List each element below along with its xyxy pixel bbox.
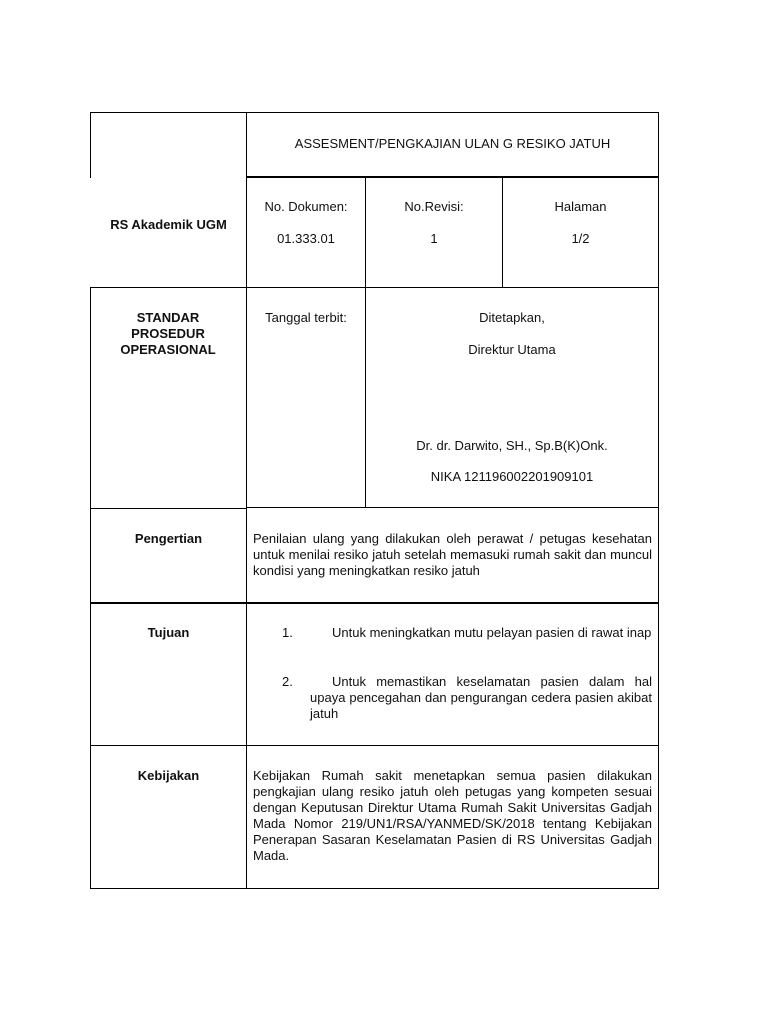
table-border-sop-bottom-left [90,508,247,509]
list-item [282,674,652,724]
table-border-sop-bottom [246,507,659,508]
table-border-left [90,287,91,889]
section-label-tujuan: Tujuan [147,625,190,640]
page-label: Halaman [554,199,607,214]
table-border-tujuan-bottom [90,745,659,746]
signer-name: Dr. dr. Darwito, SH., Sp.B(K)Onk. [416,438,608,453]
table-border-label-divider [246,112,247,889]
list-item-text-content: Untuk meningkatkan mutu pelayan pasien di rawat inap [332,625,652,640]
section-label-pengertian: Pengertian [134,531,203,546]
table-border-header-bottom [90,287,659,288]
revision-label: No.Revisi: [404,199,464,214]
section-label-kebijakan: Kebijakan [137,768,200,783]
list-item-text [310,674,652,722]
table-border-right [658,112,659,889]
section-text-pengertian: Penilaian ulang yang dilakukan oleh perawat / petugas kesehatan untuk menilai resiko jatuh setelah memasuki rumah sakit dan muncul kondisi yang meningkatkan resiko jatuh [253,531,652,578]
signer-id: NIKA 121196002201909101 [430,469,594,484]
approver-position: Direktur Utama [468,342,556,357]
sop-label: STANDAR PROSEDUR OPERASIONAL [120,310,216,357]
list-item [282,625,652,659]
table-border-pengertian-bottom [90,602,659,604]
list-item-text-content: Untuk memastikan keselamatan pasien dalam hal upaya pencegahan dan pengurangan cedera pasien akibat jatuh [310,674,652,721]
revision-value: 1 [430,231,438,246]
list-item-text [310,625,652,641]
table-border-title-bottom [246,176,659,178]
doc-number-value: 01.333.01 [277,231,335,246]
page-value: 1/2 [571,231,590,246]
issue-date-label: Tanggal terbit: [265,310,347,325]
section-text-kebijakan: Kebijakan Rumah sakit menetapkan semua pasien dilakukan pengkajian ulang resiko jatuh oleh petugas yang kompeten sesuai dengan Keputusan Direktur Utama Rumah Sakit Universitas Gadjah Mada Nomor 219/UN1/RSA/YANMED/SK/2018 tentang Kebijakan Penerapan Sasaran Keselamatan Pasien di RS Universitas Gadjah Mada. [253,768,652,863]
table-border-top [90,112,659,113]
hospital-name: RS Akademik UGM [110,217,227,232]
approval-text: Ditetapkan, [479,310,545,325]
page-title: ASSESMENT/PENGKAJIAN ULAN G RESIKO JATUH [294,136,611,151]
list-item-number: 2. [282,674,293,689]
doc-number-label: No. Dokumen: [264,199,348,214]
table-border-bottom [90,888,659,889]
list-item-number: 1. [282,625,293,640]
table-border-left-top [90,112,91,178]
